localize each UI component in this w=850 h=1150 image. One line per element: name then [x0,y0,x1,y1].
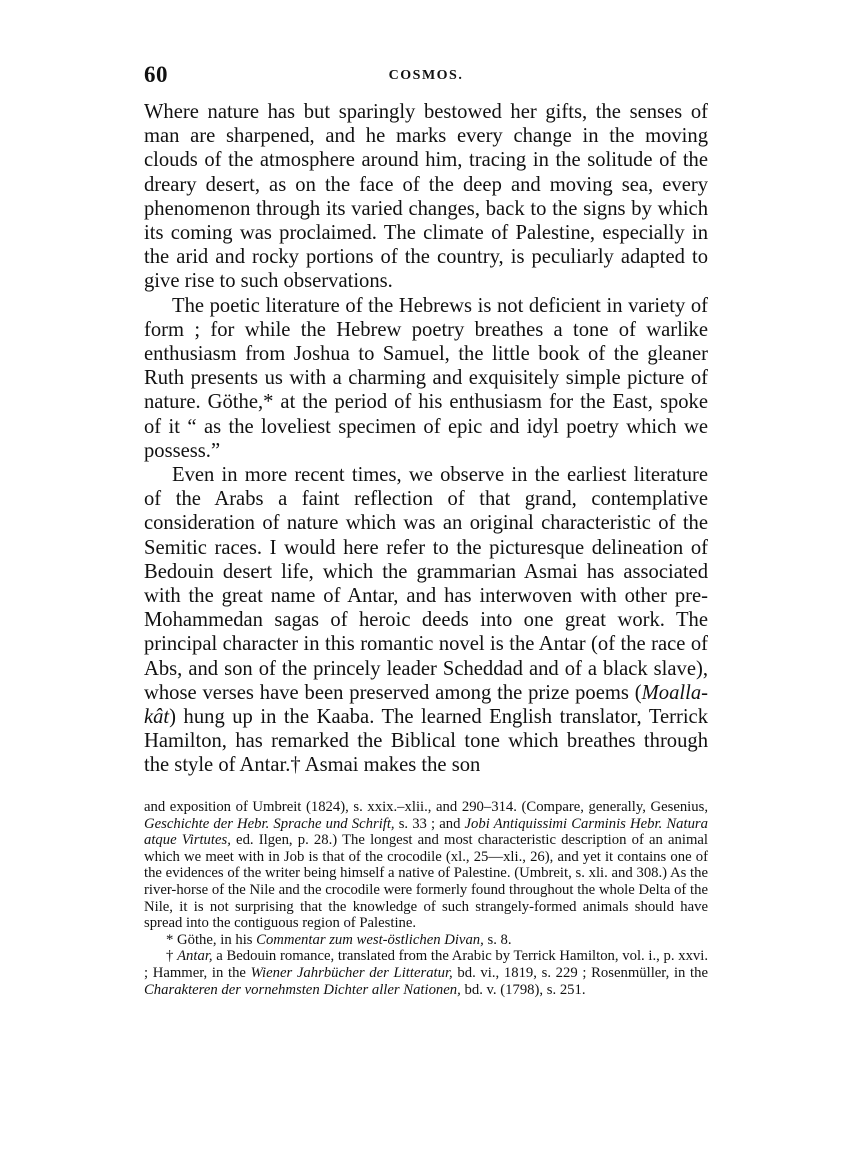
footnote-italic: Geschichte der Hebr. Sprache und Schrift, [144,815,395,832]
footnote-text: s. 8. [483,931,512,948]
footnote-continued [144,799,708,932]
footnote-text: ed. Ilgen, p. 28.) The longest and most characteristic description of an animal which we meet with in Job is that of the crocodile (xl., 25—xli., 26), and yet it contains one of the evidences of the writer being himself a native of Palestine. (Umbreit, s. xli. and 308.) As the river-horse of the Nile and the crocodile were formerly found throughout the whole Delta of the Nile, it is not surprising that the knowledge of such strangely-formed animals should have spread into the contiguous region of Palestine. [144,832,708,932]
footnote-italic: Wiener Jahrbücher der Litteratur, [250,964,453,981]
paragraph-text: ) hung up in the Kaaba. The learned English translator, Terrick Hamilton, has remarked the Biblical tone which breathes through the style of Antar.† Asmai makes the son [144,706,708,777]
footnote-text: and exposition of Umbreit (1824), s. xxix.–xlii., and 290–314. (Compare, generally, Gesenius, [144,799,708,815]
running-title: COSMOS. [388,68,464,83]
paragraph-text: Even in more recent times, we observe in the earliest literature of the Arabs a faint reflection of that grand, contemplative consideration of nature which was an original characteristic of the Semitic races. I would here refer to the picturesque delineation of Bedouin desert life, which the grammarian Asmai has associated with the great name of Antar, and has interwoven with other pre-Mohammedan sagas of heroic deeds into one great work. The principal character in this romantic novel is the Antar (of the race of Abs, and son of the princely leader Scheddad and of a black slave), whose verses have been preserved among the prize poems ( [144,464,708,704]
footnote-text: * Göthe, in his [166,931,257,948]
paragraph-hebrew-poetry: The poetic literature of the Hebrews is not deficient in variety of form ; for while the Hebrew poetry breathes a tone of warlike enthusiasm from Joshua to Samuel, the little book of the gleaner Ruth presents us with a charming and exquisitely simple picture of nature. Göthe,* at the period of his enthusiasm for the East, spoke of it “ as the loveliest specimen of epic and idyl poetry which we possess.” [144,294,708,462]
running-head [144,62,708,92]
footnote-italic: Commentar zum west-östlichen Divan, [256,931,484,948]
footnote-text: † [166,948,178,965]
footnote-gothe [144,932,708,949]
italic-title: Moallakât [144,681,708,729]
footnote-italic: Jobi Antiquissimi Carminis Hebr. Natura atque Virtutes, [144,815,708,849]
footnote-italic: Antar, [177,948,213,965]
footnote-italic: Charakteren der vornehmsten Dichter aller Nationen, [144,981,461,998]
paragraph-arab-literature [144,463,708,778]
footnote-antar [144,948,708,998]
footnote-text: a Bedouin romance, translated from the Arabic by Terrick Hamilton, vol. i., p. xxvi. ; Hammer, in the [144,948,709,981]
footnotes [144,799,708,998]
page-number: 60 [144,62,168,87]
footnote-text: bd. v. (1798), s. 251. [460,981,586,998]
main-text [144,100,708,778]
footnote-text: s. 33 ; and [394,815,465,832]
paragraph-nature-senses: Where nature has but sparingly bestowed her gifts, the senses of man are sharpened, and he marks every change in the moving clouds of the atmosphere around him, tracing in the solitude of the dreary desert, as on the face of the deep and moving sea, every phenomenon through its varied changes, back to the signs by which its coming was proclaimed. The climate of Palestine, especially in the arid and rocky portions of the country, is peculiarly adapted to give rise to such observations. [144,101,708,293]
footnote-text: bd. vi., 1819, s. 229 ; Rosenmüller, in the [452,964,708,981]
